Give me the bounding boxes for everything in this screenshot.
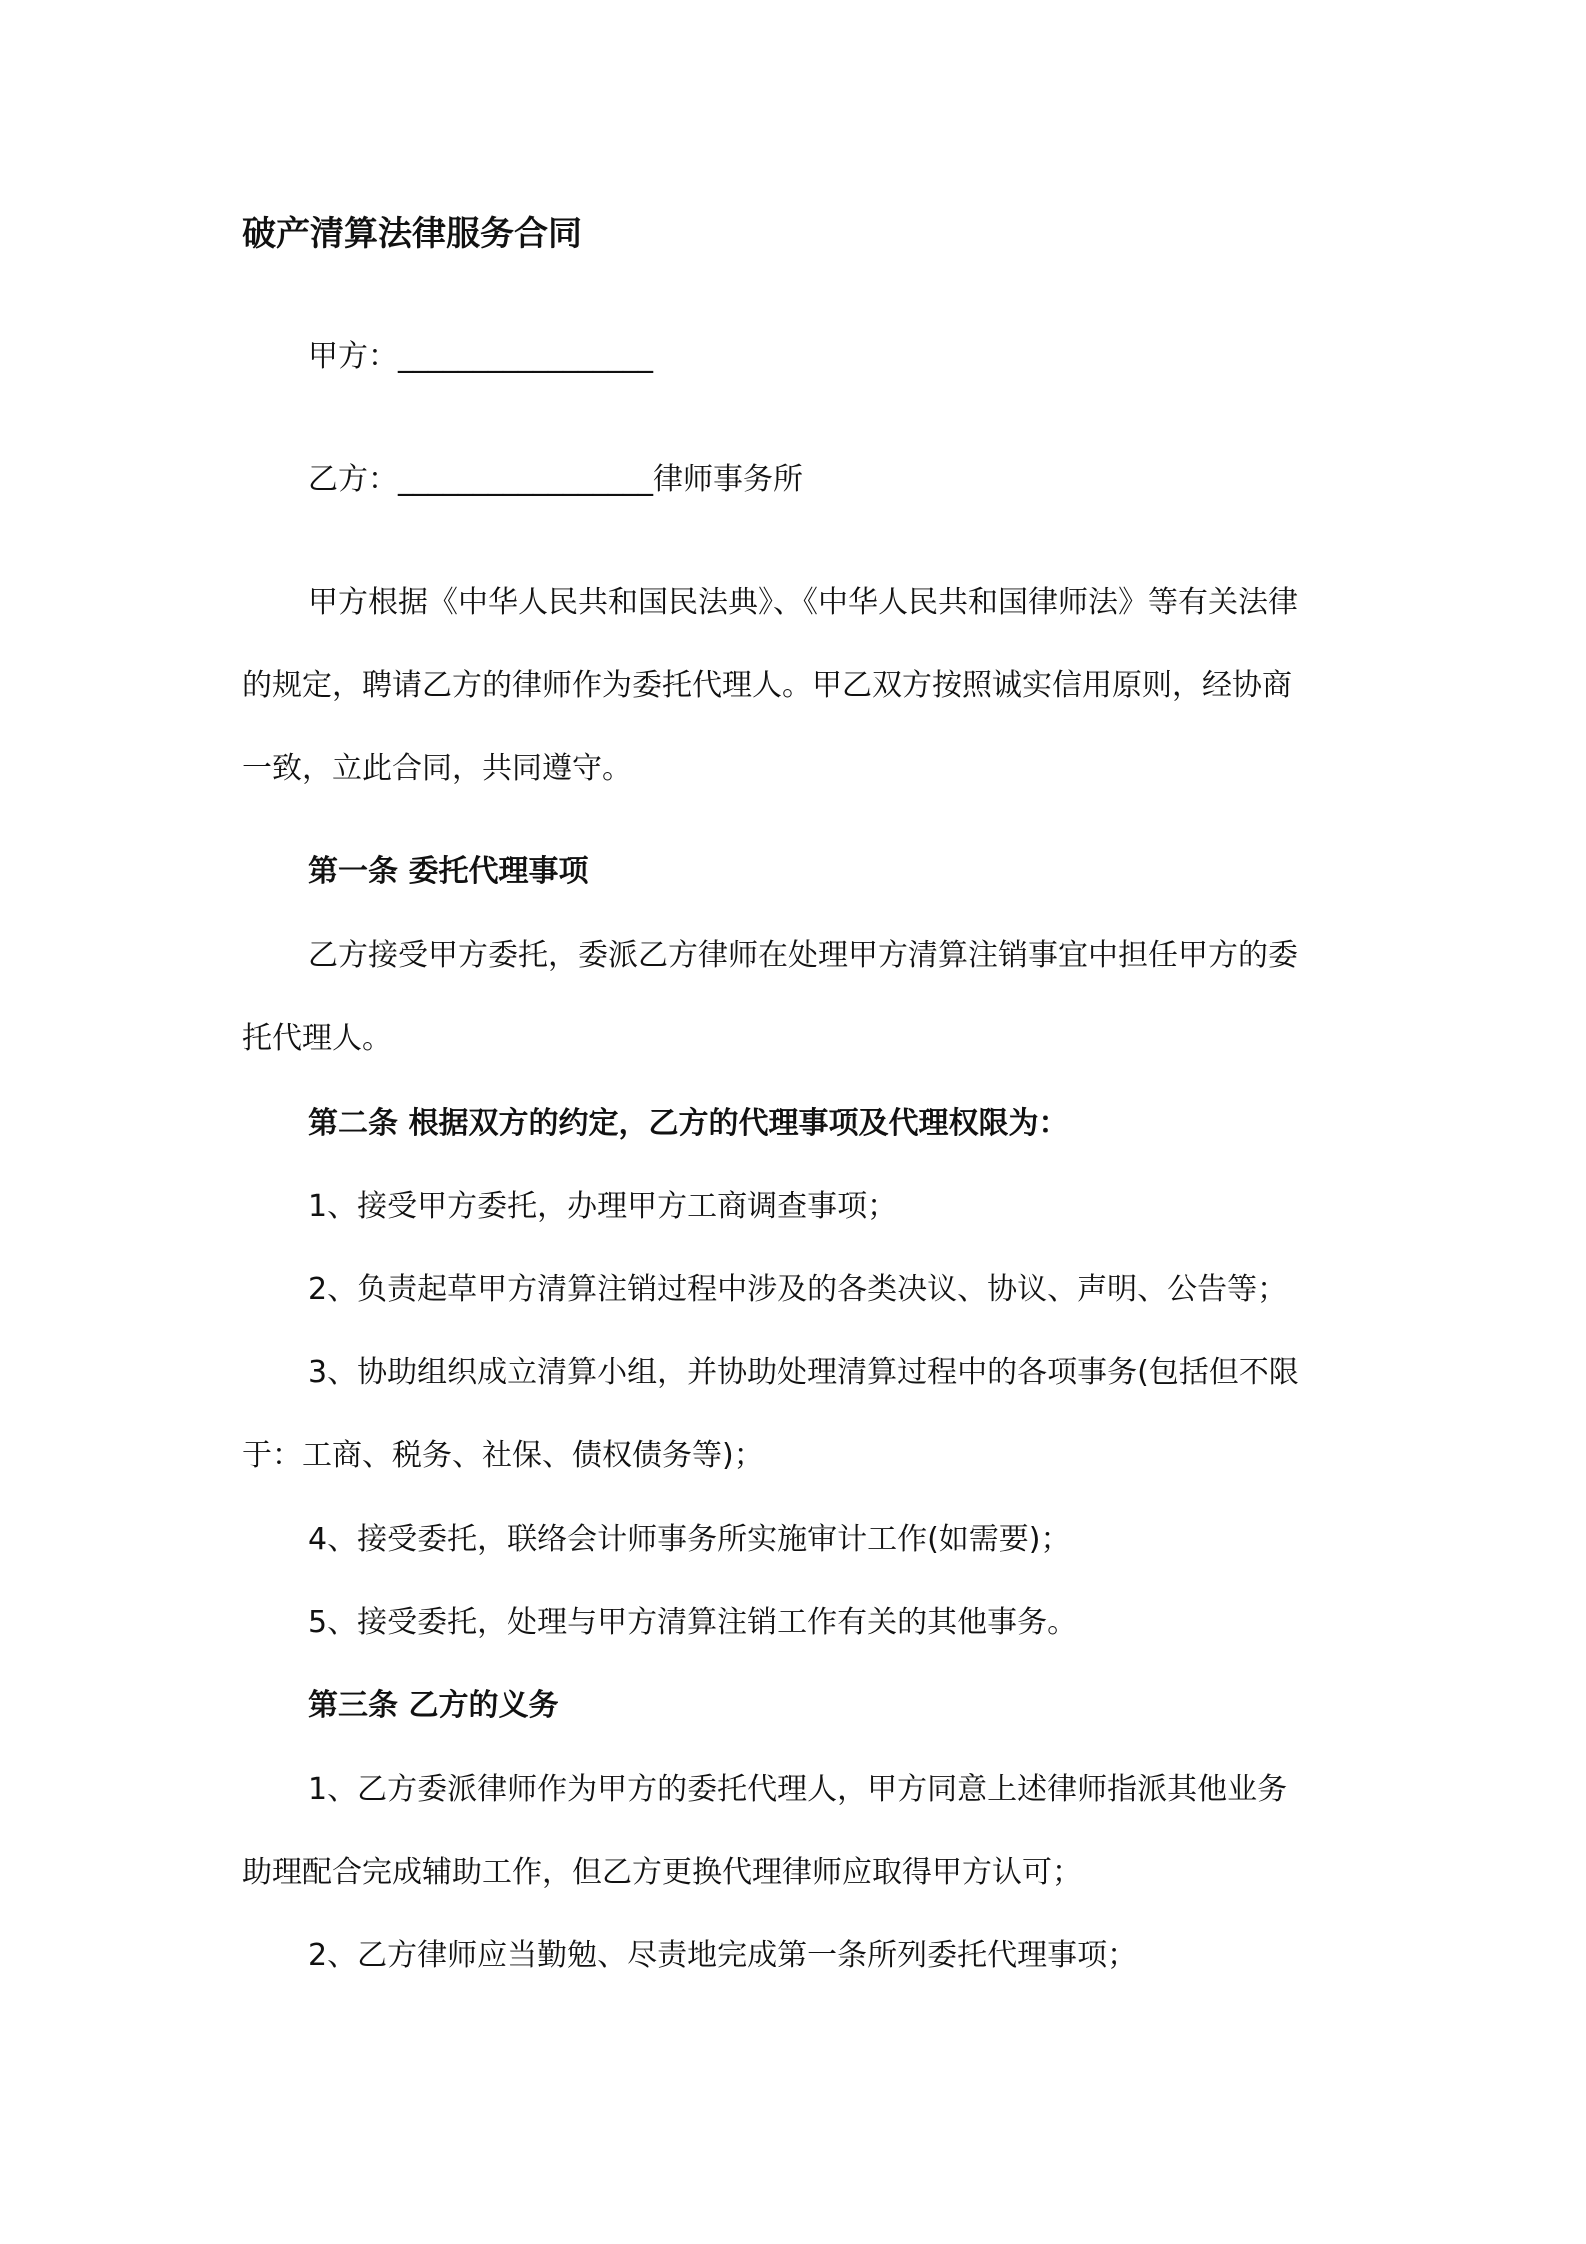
article2-item-5: 5、接受委托，处理与甲方清算注销工作有关的其他事务。 [308, 1605, 1078, 1640]
article1-heading: 第一条 委托代理事项 [308, 854, 589, 889]
intro-line-1: 甲方根据《中华人民共和国民法典》、《中华人民共和国律师法》等有关法律 [308, 585, 1298, 620]
intro-line-2: 的规定，聘请乙方的律师作为委托代理人。甲乙双方按照诚实信用原则，经协商 [242, 668, 1292, 703]
article2-item-2: 2、负责起草甲方清算注销过程中涉及的各类决议、协议、声明、公告等； [308, 1272, 1288, 1307]
intro-line-3: 一致，立此合同，共同遵守。 [242, 751, 632, 786]
party-b-line: 乙方：_________________律师事务所 [308, 462, 803, 497]
article1-line-2: 托代理人。 [242, 1021, 392, 1056]
article3-item-2: 2、乙方律师应当勤勉、尽责地完成第一条所列委托代理事项； [308, 1938, 1138, 1973]
article2-item-3: 3、协助组织成立清算小组，并协助处理清算过程中的各项事务(包括但不限 [308, 1355, 1299, 1390]
article2-heading: 第二条 根据双方的约定，乙方的代理事项及代理权限为： [308, 1106, 1069, 1141]
article3-heading: 第三条 乙方的义务 [308, 1688, 559, 1723]
article1-line-1: 乙方接受甲方委托，委派乙方律师在处理甲方清算注销事宜中担任甲方的委 [308, 938, 1298, 973]
article3-item-1-cont: 助理配合完成辅助工作，但乙方更换代理律师应取得甲方认可； [242, 1855, 1082, 1890]
article2-item-3-cont: 于：工商、税务、社保、债权债务等)； [242, 1438, 764, 1473]
article2-item-4: 4、接受委托，联络会计师事务所实施审计工作(如需要)； [308, 1522, 1071, 1557]
document-title: 破产清算法律服务合同 [242, 214, 582, 254]
article2-item-1: 1、接受甲方委托，办理甲方工商调查事项； [308, 1189, 898, 1224]
party-a-line: 甲方：_________________ [308, 339, 653, 374]
article3-item-1: 1、乙方委派律师作为甲方的委托代理人，甲方同意上述律师指派其他业务 [308, 1772, 1288, 1807]
